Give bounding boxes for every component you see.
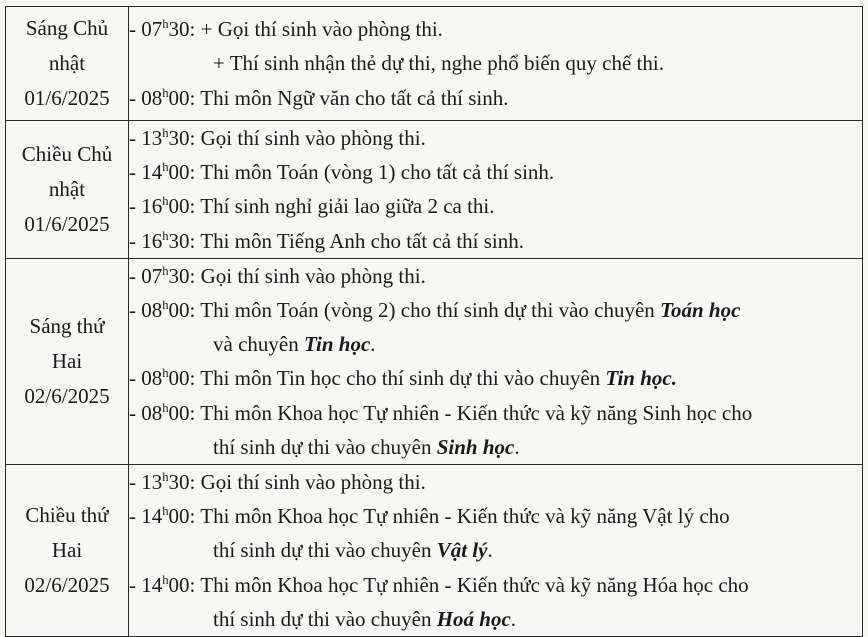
time-minute: 00 xyxy=(168,194,190,219)
activities-cell xyxy=(129,258,863,464)
time-minute: 30 xyxy=(168,17,190,42)
time-hour: 08 xyxy=(141,85,163,110)
specialty-name: Toán học xyxy=(660,298,741,323)
time-hour: 16 xyxy=(141,194,163,219)
activity-text: Thi môn Toán (vòng 2) cho thí sinh dự thi vào chuyên xyxy=(200,298,661,323)
activity-line xyxy=(129,81,862,115)
time-h-marker: h xyxy=(162,125,169,140)
activity-text: Gọi thí sinh vào phòng thi. xyxy=(200,470,426,495)
activity-continuation xyxy=(129,327,862,361)
time-h-marker: h xyxy=(162,194,169,209)
activity-time: - 13$^h$30: xyxy=(129,125,201,150)
time-minute: 00 xyxy=(168,572,190,597)
time-minute: 00 xyxy=(168,85,190,110)
activity-line xyxy=(129,224,862,258)
session-cell xyxy=(6,121,129,259)
activity-time: - 07$^h$30: xyxy=(129,17,201,42)
activity-time: - 08$^h$00: xyxy=(129,85,201,110)
schedule-body xyxy=(6,7,863,637)
activity-punctuation: . xyxy=(514,434,520,459)
activity-time: - 08$^h$00: xyxy=(129,366,201,391)
schedule-row xyxy=(6,7,863,121)
activity-time: - 07$^h$30: xyxy=(129,263,201,288)
session-cell xyxy=(6,465,129,637)
activity-text: thí sinh dự thi vào chuyên xyxy=(213,606,437,631)
session-label-line: Sáng thứ xyxy=(29,313,105,338)
activity-line xyxy=(129,12,862,46)
activity-line xyxy=(129,361,862,395)
schedule-row xyxy=(6,121,863,259)
activity-punctuation: . xyxy=(487,538,493,563)
session-label-line: nhật xyxy=(48,51,86,75)
activity-text: và chuyên xyxy=(213,332,304,357)
activity-time: - 14$^h$00: xyxy=(129,504,201,529)
activity-line xyxy=(129,121,862,155)
activity-time: - 14$^h$00: xyxy=(129,572,201,597)
session-label-line: Sáng Chủ xyxy=(25,16,109,40)
activity-text: Thi môn Tiếng Anh cho tất cả thí sinh. xyxy=(200,228,525,253)
session-label-line: 02/6/2025 xyxy=(24,383,110,408)
time-h-marker: h xyxy=(162,263,169,278)
time-hour: 08 xyxy=(141,400,163,425)
session-label-line: Chiều Chủ xyxy=(21,141,113,166)
activity-time: - 16$^h$30: xyxy=(129,228,201,253)
schedule-row xyxy=(6,258,863,464)
time-hour: 16 xyxy=(141,228,163,253)
activity-line xyxy=(129,189,862,223)
activity-text: Gọi thí sinh vào phòng thi. xyxy=(200,263,426,288)
session-cell xyxy=(6,7,129,121)
specialty-name: Tin học xyxy=(303,332,371,357)
activity-line xyxy=(129,499,862,533)
activity-line xyxy=(129,568,862,602)
activity-time: - 13$^h$30: xyxy=(129,469,201,495)
time-minute: 00 xyxy=(168,298,190,323)
activity-line xyxy=(129,155,862,189)
activity-punctuation: . xyxy=(370,332,376,357)
activity-text: Thi môn Khoa học Tự nhiên - Kiến thức và kỹ năng Sinh học cho xyxy=(200,400,753,425)
session-label-line: 02/6/2025 xyxy=(24,573,110,598)
session-label-line: Hai xyxy=(51,538,83,563)
session-label-line: Chiều thứ xyxy=(25,503,109,528)
activity-time: - 08$^h$00: xyxy=(129,297,201,323)
exam-schedule-table xyxy=(5,6,863,637)
specialty-name: Tin học. xyxy=(605,366,677,391)
activity-continuation xyxy=(129,533,862,567)
time-minute: 00 xyxy=(168,160,190,185)
activity-text: thí sinh dự thi vào chuyên xyxy=(213,538,437,563)
activity-time: - 14$^h$00: xyxy=(129,160,201,185)
activity-text: Thi môn Khoa học Tự nhiên - Kiến thức và kỹ năng Hóa học cho xyxy=(200,572,749,597)
specialty-name: Sinh học xyxy=(436,434,515,459)
activity-continuation xyxy=(129,430,862,464)
schedule-row xyxy=(6,465,863,637)
session-label-line: nhật xyxy=(48,176,86,201)
activity-text: thí sinh dự thi vào chuyên xyxy=(213,434,437,459)
time-h-marker: h xyxy=(162,160,169,175)
time-hour: 08 xyxy=(141,366,163,391)
time-hour: 07 xyxy=(141,17,163,42)
time-minute: 30 xyxy=(168,470,190,495)
time-hour: 07 xyxy=(141,263,163,288)
time-h-marker: h xyxy=(162,366,169,381)
activity-text: Thi môn Ngữ văn cho tất cả thí sinh. xyxy=(200,85,509,110)
time-hour: 14 xyxy=(141,504,163,529)
activities-cell xyxy=(129,121,863,259)
time-hour: 14 xyxy=(141,160,163,185)
activity-continuation xyxy=(129,602,862,636)
session-label-line: 01/6/2025 xyxy=(24,211,110,236)
activity-continuation xyxy=(129,46,862,80)
activity-line xyxy=(129,293,862,327)
session-label-line: 01/6/2025 xyxy=(24,86,110,110)
session-cell xyxy=(6,258,129,464)
time-h-marker: h xyxy=(162,85,169,100)
activity-text: Thi môn Toán (vòng 1) cho tất cả thí sinh. xyxy=(200,160,555,185)
activity-text: Gọi thí sinh vào phòng thi. xyxy=(200,126,426,150)
activity-line xyxy=(129,396,862,430)
time-hour: 14 xyxy=(141,572,163,597)
time-h-marker: h xyxy=(162,17,169,31)
specialty-name: Vật lý xyxy=(436,538,488,563)
time-minute: 30 xyxy=(168,228,190,253)
activity-text: Thí sinh nghỉ giải lao giữa 2 ca thi. xyxy=(200,194,495,219)
activities-cell xyxy=(129,7,863,121)
time-h-marker: h xyxy=(162,297,169,312)
time-hour: 13 xyxy=(141,470,163,495)
session-label-line: Hai xyxy=(51,348,83,373)
time-minute: 00 xyxy=(168,400,190,425)
time-minute: 30 xyxy=(168,263,190,288)
activity-text: + Thí sinh nhận thẻ dự thi, nghe phổ biến quy chế thi. xyxy=(213,51,664,76)
time-h-marker: h xyxy=(162,228,169,243)
activity-line xyxy=(129,465,862,499)
activity-time: - 08$^h$00: xyxy=(129,400,201,425)
time-minute: 00 xyxy=(168,504,190,529)
activity-punctuation: . xyxy=(510,606,517,631)
time-hour: 13 xyxy=(141,126,163,150)
time-minute: 00 xyxy=(168,366,190,391)
time-hour: 08 xyxy=(141,298,163,323)
time-minute: 30 xyxy=(168,126,190,150)
time-h-marker: h xyxy=(162,572,169,587)
time-h-marker: h xyxy=(162,504,169,519)
activities-cell xyxy=(129,465,863,637)
activity-line xyxy=(129,259,862,293)
activity-text: + Gọi thí sinh vào phòng thi. xyxy=(200,17,443,42)
time-h-marker: h xyxy=(162,400,169,415)
specialty-name: Hoá học xyxy=(436,606,511,631)
time-h-marker: h xyxy=(162,469,169,484)
activity-text: Thi môn Khoa học Tự nhiên - Kiến thức và kỹ năng Vật lý cho xyxy=(200,504,730,529)
activity-time: - 16$^h$00: xyxy=(129,194,201,219)
activity-text: Thi môn Tin học cho thí sinh dự thi vào chuyên xyxy=(200,366,606,391)
